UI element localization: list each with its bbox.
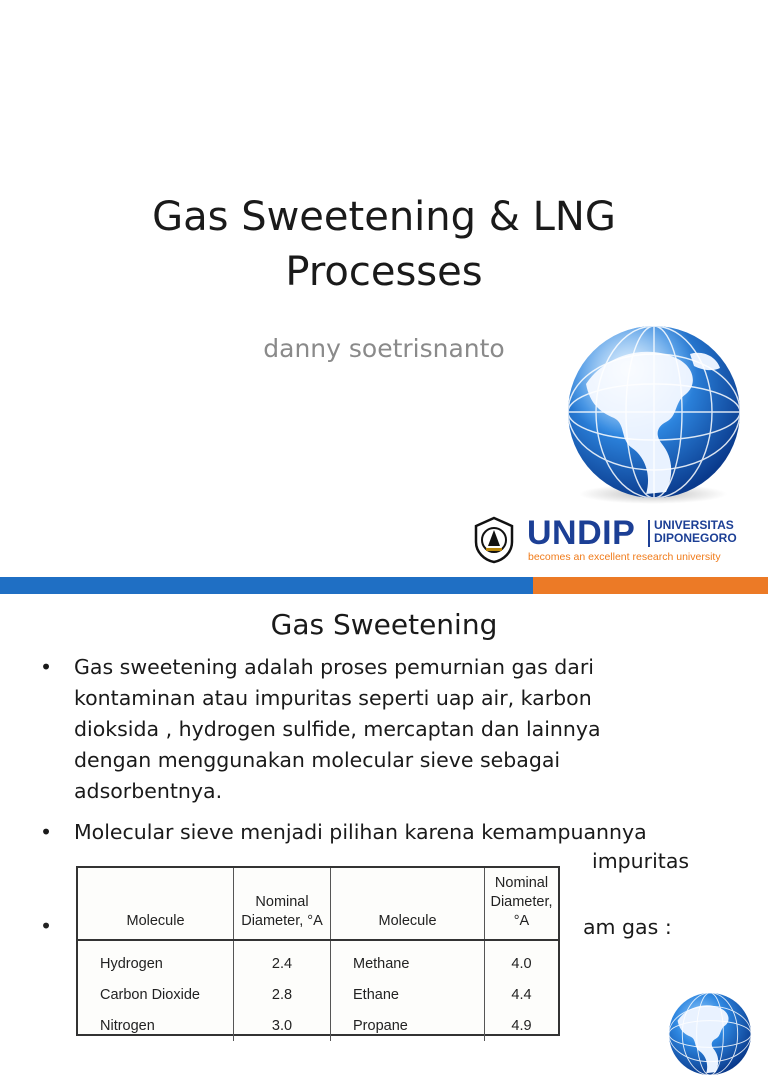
table-row (78, 940, 558, 979)
table-cell: Carbon Dioxide (100, 986, 200, 1003)
table-row (78, 979, 558, 1010)
university-seal-icon (472, 516, 516, 564)
table-header-cell: Molecule (78, 868, 234, 940)
university-name-line2: DIPONEGORO (654, 531, 737, 545)
table-cell: Nitrogen (100, 1017, 155, 1034)
bullet-text: Molecular sieve menjadi pilihan karena kemampuannya (74, 820, 647, 844)
table-cell: 4.0 (485, 940, 559, 979)
globe-icon (566, 324, 742, 500)
university-name-line1: UNIVERSITAS (654, 518, 734, 532)
divider-bar-orange (533, 577, 768, 594)
bullet-dot: • (40, 820, 53, 844)
logo-divider (648, 520, 650, 547)
table-header-cell: Nominal Diameter, °A (485, 868, 559, 940)
content-slide (0, 594, 768, 1034)
table-cell: Ethane (331, 979, 485, 1010)
university-tagline: becomes an excellent research university (528, 551, 721, 563)
table-cell: 2.4 (234, 940, 331, 979)
table-cell: Hydrogen (100, 955, 163, 972)
bullet-text: Gas sweetening adalah proses pemurnian gas dari kontaminan atau impuritas seperti uap air, karbon dioksida , hydrogen sulfide, mercaptan dan lainnya dengan menggunakan molecular sieve sebagai adsorbentnya. (74, 655, 601, 803)
table-cell: Propane (331, 1010, 485, 1041)
slide-heading: Gas Sweetening (270, 608, 498, 641)
slide-author: danny soetrisnanto (263, 334, 505, 363)
bullet-text-fragment: am gas : (583, 915, 672, 939)
table-cell: Methane (331, 940, 485, 979)
table-header-cell: Molecule (331, 868, 485, 940)
table-cell: 3.0 (234, 1010, 331, 1041)
table-row (78, 1010, 558, 1041)
table-cell: 4.9 (485, 1010, 559, 1041)
bullet-dot: • (40, 655, 53, 679)
table-cell: 2.8 (234, 979, 331, 1010)
bullet-item (40, 652, 720, 807)
bullet-item (40, 817, 720, 848)
table-cell: 4.4 (485, 979, 559, 1010)
table-header-cell: Nominal Diameter, °A (234, 868, 331, 940)
university-name (654, 519, 737, 545)
molecule-diameter-table (76, 866, 560, 1036)
divider-bar-blue (0, 577, 533, 594)
slide-title: Gas Sweetening & LNG Processes (152, 194, 616, 295)
bullet-text-fragment: impuritas (592, 849, 690, 873)
university-wordmark: UNDIP (527, 514, 636, 552)
globe-icon (668, 992, 752, 1076)
bullet-dot: • (40, 914, 53, 938)
